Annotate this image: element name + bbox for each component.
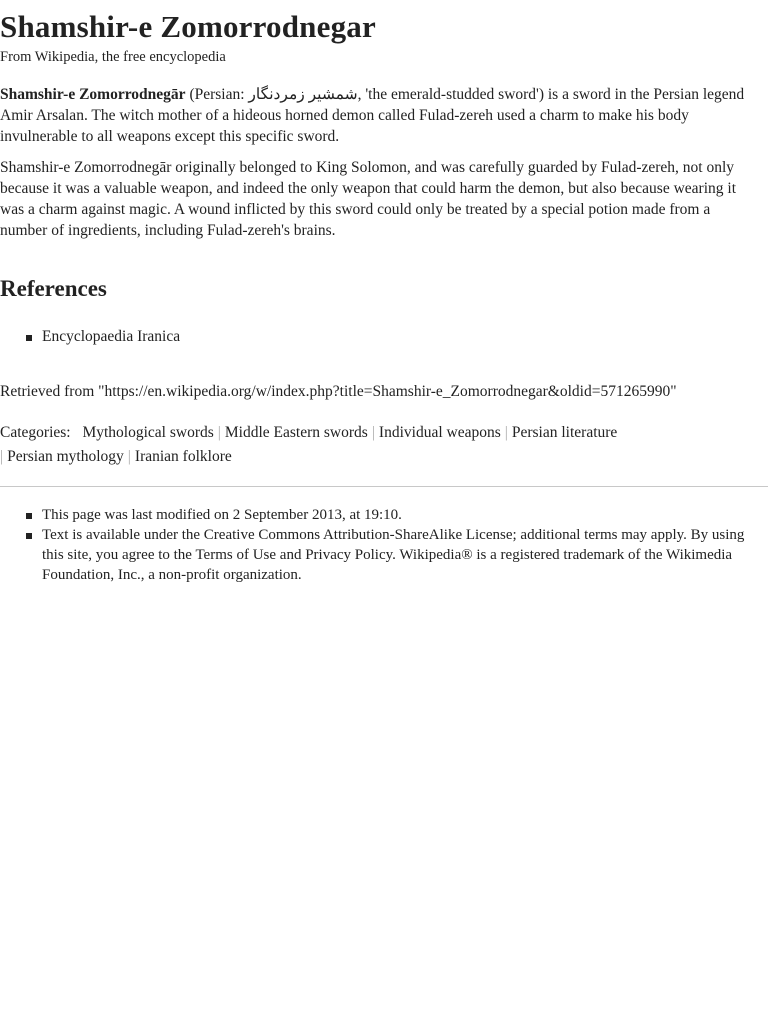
retrieved-from-link[interactable]: Retrieved from "https://en.wikipedia.org/w/index.php?title=Shamshir-e_Zomorrodnegar&oldid=571265990" bbox=[0, 383, 677, 400]
article-subject-term: Shamshir-e Zomorrodnegār bbox=[0, 86, 186, 103]
category-link-iranian-folklore[interactable]: Iranian folklore bbox=[134, 448, 232, 465]
category-separator: | bbox=[371, 424, 375, 441]
category-links bbox=[0, 421, 700, 469]
category-separator: | bbox=[504, 424, 508, 441]
page-title: Shamshir-e Zomorrodnegar bbox=[0, 9, 376, 44]
categories-label-link[interactable]: Categories: bbox=[0, 424, 71, 441]
reference-item bbox=[0, 326, 760, 347]
intro-text: , 'the emerald-studded sword') is a sword in the Persian legend Amir Arsalan. The witch mother of a hideous horned demon called Fulad-zereh used a charm to make his body invulnerable to all weapons except this specific sword. bbox=[0, 86, 745, 145]
footer-last-modified: This page was last modified on 2 September 2013, at 19:10. bbox=[0, 505, 752, 525]
category-link-persian-mythology[interactable]: Persian mythology bbox=[7, 448, 124, 465]
history-paragraph: Shamshir-e Zomorrodnegār originally belonged to King Solomon, and was carefully guarded by Fulad-zereh, not only because it was a valuable weapon, and indeed the only weapon that could harm the demon, but also because wearing it was a charm against magic. A wound inflicted by this sword could only be treated by a special potion made from a number of ingredients, including Fulad-zereh's brains. bbox=[0, 159, 737, 239]
footer-info-list bbox=[0, 505, 752, 585]
site-tagline: From Wikipedia, the free encyclopedia bbox=[0, 49, 226, 65]
footer-divider bbox=[0, 486, 768, 487]
category-link-mythological-swords[interactable]: Mythological swords bbox=[82, 424, 214, 441]
category-link-individual-weapons[interactable]: Individual weapons bbox=[378, 424, 501, 441]
persian-label: (Persian: bbox=[185, 86, 249, 103]
category-link-persian-literature[interactable]: Persian literature bbox=[511, 424, 618, 441]
article-body bbox=[0, 84, 760, 251]
references-list bbox=[0, 326, 760, 347]
category-separator: | bbox=[0, 448, 4, 465]
persian-name-link[interactable]: شمشیر زمردنگار bbox=[248, 86, 358, 103]
reference-link-encyclopaedia-iranica[interactable]: Encyclopaedia Iranica bbox=[42, 328, 181, 345]
footer-license-notice: Text is available under the Creative Commons Attribution-ShareAlike License; additional terms may apply. By using this site, you agree to the Terms of Use and Privacy Policy. Wikipedia® is a registered trademark of the Wikimedia Foundation, Inc., a non-profit organization. bbox=[0, 525, 752, 585]
references-heading: References bbox=[0, 276, 107, 301]
category-separator: | bbox=[217, 424, 221, 441]
category-link-middle-eastern-swords[interactable]: Middle Eastern swords bbox=[224, 424, 368, 441]
intro-paragraph bbox=[0, 84, 760, 147]
retrieved-from-notice bbox=[0, 381, 768, 402]
category-separator: | bbox=[127, 448, 131, 465]
